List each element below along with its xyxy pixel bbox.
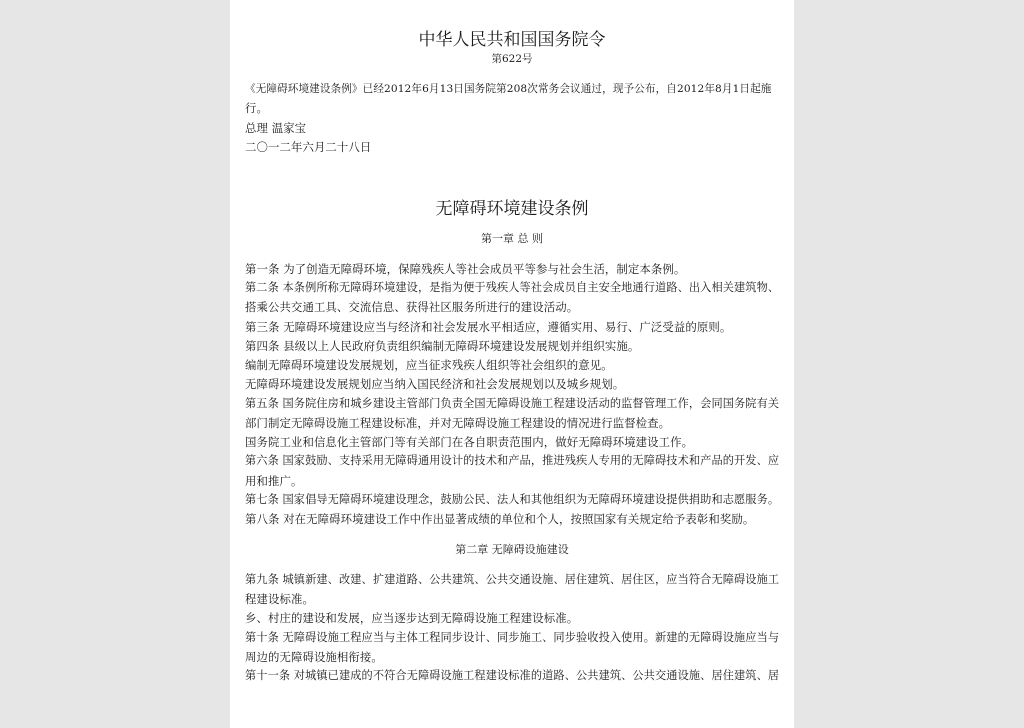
article-line: 搭乘公共交通工具、交流信息、获得社区服务所进行的建设活动。 — [245, 300, 579, 314]
article-line: 第八条 对在无障碍环境建设工作中作出显著成绩的单位和个人，按照国家有关规定给予表彰和奖励。 — [245, 512, 755, 526]
order-number: 第622号 — [491, 53, 533, 65]
article-line: 第一条 为了创造无障碍环境，保障残疾人等社会成员平等参与社会生活，制定本条例。 — [245, 262, 686, 276]
article-line: 编制无障碍环境建设发展规划，应当征求残疾人组织等社会组织的意见。 — [245, 358, 613, 372]
article-line: 程建设标准。 — [245, 592, 314, 606]
order-title: 中华人民共和国国务院令 — [418, 30, 606, 50]
document-page — [230, 0, 794, 728]
article-line: 第六条 国家鼓励、支持采用无障碍通用设计的技术和产品，推进残疾人专用的无障碍技术和产品的开发、应 — [245, 454, 780, 467]
article-line: 第九条 城镇新建、改建、扩建道路、公共建筑、公共交通设施、居住建筑、居住区，应当符合无障碍设施工 — [245, 573, 780, 586]
order-date: 二〇一二年六月二十八日 — [245, 140, 372, 154]
article-line: 第三条 无障碍环境建设应当与经济和社会发展水平相适应，遵循实用、易行、广泛受益的原则。 — [245, 320, 732, 334]
article-line: 部门制定无障碍设施工程建设标准，并对无障碍设施工程建设的情况进行监督检查。 — [245, 416, 671, 430]
article-line: 第十条 无障碍设施工程应当与主体工程同步设计、同步施工、同步验收投入使用。新建的无障碍设施应当与 — [245, 631, 780, 644]
order-line: 《无障碍环境建设条例》已经2012年6月13日国务院第208次常务会议通过，现予公布，自2012年8月1日起施 — [245, 83, 772, 95]
article-line: 第七条 国家倡导无障碍环境建设理念，鼓励公民、法人和其他组织为无障碍环境建设提供捐助和志愿服务。 — [245, 493, 780, 506]
article-line: 乡、村庄的建设和发展，应当逐步达到无障碍设施工程建设标准。 — [245, 611, 579, 625]
article-line: 第五条 国务院住房和城乡建设主管部门负责全国无障碍设施工程建设活动的监督管理工作，会同国务院有关 — [245, 397, 780, 410]
regulation-title: 无障碍环境建设条例 — [435, 199, 589, 219]
chapter-heading: 第一章 总 则 — [481, 232, 543, 245]
order-line: 行。 — [245, 101, 268, 115]
article-line: 第十一条 对城镇已建成的不符合无障碍设施工程建设标准的道路、公共建筑、公共交通设施、居住建筑、居 — [245, 669, 780, 682]
article-line: 第四条 县级以上人民政府负责组织编制无障碍环境建设发展规划并组织实施。 — [245, 339, 640, 353]
article-line: 第二条 本条例所称无障碍环境建设，是指为便于残疾人等社会成员自主安全地通行道路、出入相关建筑物、 — [245, 281, 780, 294]
chapter-heading: 第二章 无障碍设施建设 — [455, 543, 569, 556]
article-line: 周边的无障碍设施相衔接。 — [245, 650, 383, 664]
article-line: 国务院工业和信息化主管部门等有关部门在各自职责范围内，做好无障碍环境建设工作。 — [245, 435, 694, 449]
article-line: 用和推广。 — [245, 474, 303, 488]
premier-signature: 总理 温家宝 — [245, 121, 307, 135]
article-line: 无障碍环境建设发展规划应当纳入国民经济和社会发展规划以及城乡规划。 — [245, 377, 625, 391]
